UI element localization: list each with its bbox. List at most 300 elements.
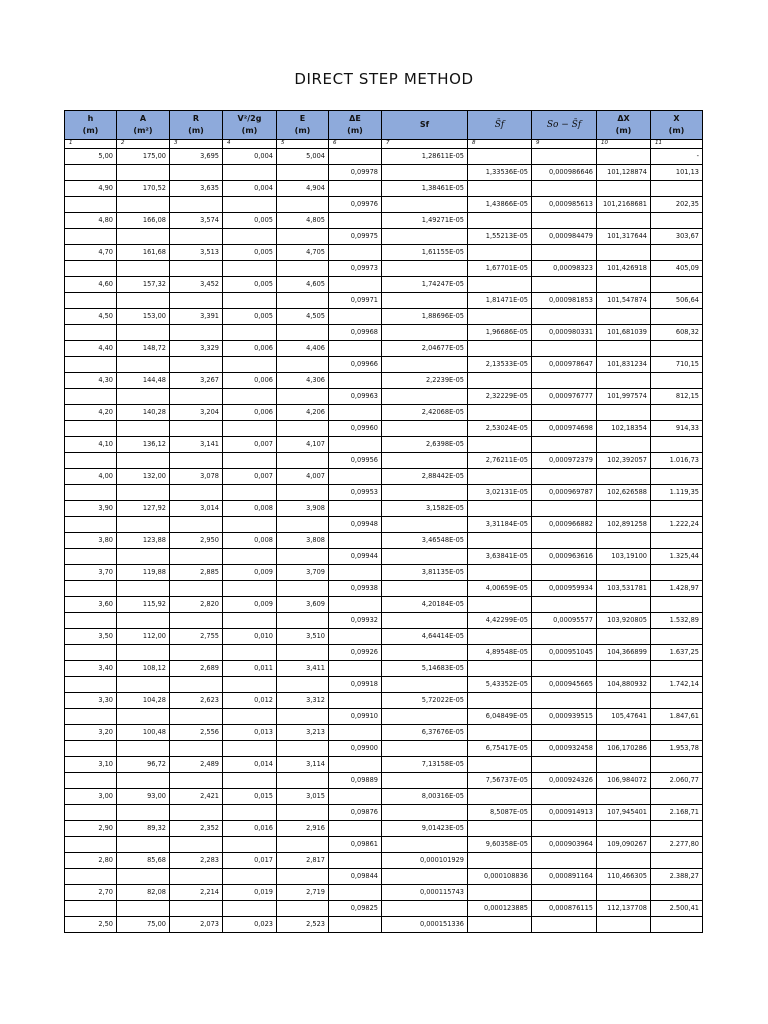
cell-a — [117, 837, 170, 853]
cell-delta-x — [597, 693, 651, 709]
cell-e — [277, 741, 329, 757]
cell-a — [117, 901, 170, 917]
cell-velocity-head: 0,005 — [223, 277, 277, 293]
cell-sf-bar: 3,31184E-05 — [468, 517, 532, 533]
cell-delta-x: 102,626588 — [597, 485, 651, 501]
cell-x — [651, 661, 703, 677]
cell-r — [170, 357, 223, 373]
cell-so-minus-sf-bar: 0,00098323 — [532, 261, 597, 277]
cell-r: 2,689 — [170, 661, 223, 677]
cell-e: 3,114 — [277, 757, 329, 773]
cell-velocity-head: 0,006 — [223, 341, 277, 357]
cell-h: 4,70 — [65, 245, 117, 261]
cell-x — [651, 853, 703, 869]
cell-velocity-head: 0,005 — [223, 309, 277, 325]
table-row — [65, 341, 703, 357]
cell-h: 3,50 — [65, 629, 117, 645]
cell-e — [277, 357, 329, 373]
cell-r: 3,329 — [170, 341, 223, 357]
cell-velocity-head: 0,023 — [223, 917, 277, 933]
cell-so-minus-sf-bar — [532, 469, 597, 485]
cell-delta-x: 102,18354 — [597, 421, 651, 437]
cell-e: 3,411 — [277, 661, 329, 677]
cell-x: 2.168,71 — [651, 805, 703, 821]
cell-x: 202,35 — [651, 197, 703, 213]
table-row — [65, 725, 703, 741]
cell-sf-bar — [468, 821, 532, 837]
cell-e — [277, 517, 329, 533]
cell-delta-x — [597, 597, 651, 613]
cell-velocity-head — [223, 325, 277, 341]
cell-r: 3,204 — [170, 405, 223, 421]
cell-h: 4,40 — [65, 341, 117, 357]
cell-delta-x: 112,137708 — [597, 901, 651, 917]
cell-e — [277, 229, 329, 245]
cell-so-minus-sf-bar — [532, 149, 597, 165]
cell-e — [277, 293, 329, 309]
cell-sf: 1,61155E-05 — [382, 245, 468, 261]
cell-x: 1.742,14 — [651, 677, 703, 693]
cell-delta-e: 0,09971 — [329, 293, 382, 309]
cell-sf-bar — [468, 789, 532, 805]
cell-r — [170, 389, 223, 405]
cell-delta-x — [597, 661, 651, 677]
column-number: 6 — [329, 140, 382, 149]
cell-h: 2,80 — [65, 853, 117, 869]
cell-x: 1.119,35 — [651, 485, 703, 501]
header-so-minus-sf-bar: So − S̄f — [532, 111, 597, 140]
cell-x: 608,32 — [651, 325, 703, 341]
cell-sf: 2,04677E-05 — [382, 341, 468, 357]
cell-sf-bar — [468, 917, 532, 933]
cell-h — [65, 293, 117, 309]
cell-sf-bar: 1,67701E-05 — [468, 261, 532, 277]
cell-e — [277, 453, 329, 469]
cell-r: 3,078 — [170, 469, 223, 485]
cell-so-minus-sf-bar — [532, 917, 597, 933]
cell-so-minus-sf-bar — [532, 885, 597, 901]
cell-delta-x — [597, 821, 651, 837]
cell-sf-bar — [468, 501, 532, 517]
cell-delta-x: 109,090267 — [597, 837, 651, 853]
cell-h — [65, 421, 117, 437]
cell-so-minus-sf-bar: 0,000891164 — [532, 869, 597, 885]
cell-sf — [382, 453, 468, 469]
table-row — [65, 213, 703, 229]
cell-a: 175,00 — [117, 149, 170, 165]
cell-delta-x: 106,984072 — [597, 773, 651, 789]
cell-sf-bar — [468, 437, 532, 453]
cell-delta-x — [597, 341, 651, 357]
table-row — [65, 437, 703, 453]
cell-delta-x: 102,392057 — [597, 453, 651, 469]
cell-so-minus-sf-bar: 0,000976777 — [532, 389, 597, 405]
cell-velocity-head: 0,016 — [223, 821, 277, 837]
header-row — [65, 111, 703, 140]
cell-sf-bar — [468, 277, 532, 293]
cell-a: 132,00 — [117, 469, 170, 485]
cell-delta-e: 0,09861 — [329, 837, 382, 853]
cell-h: 3,80 — [65, 533, 117, 549]
cell-h — [65, 357, 117, 373]
table-row — [65, 741, 703, 757]
cell-a: 119,88 — [117, 565, 170, 581]
cell-sf: 4,64414E-05 — [382, 629, 468, 645]
cell-delta-x — [597, 149, 651, 165]
cell-delta-e — [329, 469, 382, 485]
cell-velocity-head — [223, 293, 277, 309]
table-row — [65, 773, 703, 789]
table-row — [65, 885, 703, 901]
cell-x — [651, 917, 703, 933]
cell-r — [170, 165, 223, 181]
cell-velocity-head: 0,007 — [223, 437, 277, 453]
cell-so-minus-sf-bar — [532, 821, 597, 837]
cell-e — [277, 485, 329, 501]
cell-delta-x: 103,920805 — [597, 613, 651, 629]
cell-sf — [382, 389, 468, 405]
cell-e — [277, 805, 329, 821]
table-row — [65, 805, 703, 821]
cell-velocity-head — [223, 549, 277, 565]
cell-h — [65, 837, 117, 853]
cell-sf-bar: 1,55213E-05 — [468, 229, 532, 245]
cell-a — [117, 613, 170, 629]
cell-sf-bar — [468, 629, 532, 645]
cell-sf — [382, 485, 468, 501]
cell-e — [277, 709, 329, 725]
table-row — [65, 293, 703, 309]
cell-a: 104,28 — [117, 693, 170, 709]
cell-r: 2,885 — [170, 565, 223, 581]
cell-e: 2,523 — [277, 917, 329, 933]
cell-so-minus-sf-bar — [532, 853, 597, 869]
cell-delta-e — [329, 341, 382, 357]
cell-delta-x: 101,547874 — [597, 293, 651, 309]
cell-h — [65, 677, 117, 693]
cell-velocity-head — [223, 421, 277, 437]
cell-h — [65, 485, 117, 501]
cell-e — [277, 165, 329, 181]
cell-a: 75,00 — [117, 917, 170, 933]
cell-sf: 2,88442E-05 — [382, 469, 468, 485]
cell-velocity-head — [223, 677, 277, 693]
cell-so-minus-sf-bar: 0,000932458 — [532, 741, 597, 757]
table-row — [65, 869, 703, 885]
cell-x: 2.500,41 — [651, 901, 703, 917]
cell-r — [170, 421, 223, 437]
table-row — [65, 629, 703, 645]
cell-sf-bar — [468, 853, 532, 869]
cell-delta-e — [329, 437, 382, 453]
cell-sf: 3,46548E-05 — [382, 533, 468, 549]
cell-a: 115,92 — [117, 597, 170, 613]
cell-delta-e: 0,09918 — [329, 677, 382, 693]
cell-r: 2,489 — [170, 757, 223, 773]
cell-x — [651, 821, 703, 837]
cell-e — [277, 549, 329, 565]
cell-r — [170, 229, 223, 245]
column-number-row — [65, 140, 703, 149]
table-row — [65, 901, 703, 917]
cell-delta-e: 0,09963 — [329, 389, 382, 405]
cell-e — [277, 325, 329, 341]
cell-delta-x — [597, 501, 651, 517]
cell-delta-e — [329, 757, 382, 773]
cell-sf: 0,000151336 — [382, 917, 468, 933]
cell-x: 2.277,80 — [651, 837, 703, 853]
cell-delta-x — [597, 405, 651, 421]
cell-delta-e — [329, 917, 382, 933]
cell-x: 1.016,73 — [651, 453, 703, 469]
table-row — [65, 389, 703, 405]
cell-velocity-head — [223, 261, 277, 277]
cell-e: 4,505 — [277, 309, 329, 325]
cell-sf-bar: 2,32229E-05 — [468, 389, 532, 405]
cell-sf — [382, 293, 468, 309]
cell-sf — [382, 677, 468, 693]
cell-delta-e — [329, 853, 382, 869]
cell-velocity-head — [223, 485, 277, 501]
cell-velocity-head: 0,013 — [223, 725, 277, 741]
cell-r: 3,452 — [170, 277, 223, 293]
cell-velocity-head — [223, 901, 277, 917]
table-row — [65, 757, 703, 773]
cell-sf: 5,72022E-05 — [382, 693, 468, 709]
cell-x — [651, 501, 703, 517]
cell-so-minus-sf-bar — [532, 405, 597, 421]
cell-e: 3,808 — [277, 533, 329, 549]
cell-so-minus-sf-bar: 0,000978647 — [532, 357, 597, 373]
header-r: R (m) — [170, 111, 223, 140]
cell-sf-bar: 5,43352E-05 — [468, 677, 532, 693]
cell-r — [170, 901, 223, 917]
cell-velocity-head: 0,005 — [223, 213, 277, 229]
cell-h — [65, 805, 117, 821]
cell-delta-x: 103,531781 — [597, 581, 651, 597]
cell-e: 3,709 — [277, 565, 329, 581]
cell-delta-x: 104,880932 — [597, 677, 651, 693]
cell-so-minus-sf-bar — [532, 533, 597, 549]
cell-e — [277, 677, 329, 693]
cell-so-minus-sf-bar: 0,000969787 — [532, 485, 597, 501]
cell-delta-e: 0,09976 — [329, 197, 382, 213]
cell-x — [651, 789, 703, 805]
cell-e: 4,705 — [277, 245, 329, 261]
cell-sf-bar — [468, 341, 532, 357]
cell-h — [65, 325, 117, 341]
cell-h — [65, 165, 117, 181]
cell-h — [65, 645, 117, 661]
cell-a: 166,08 — [117, 213, 170, 229]
cell-velocity-head — [223, 869, 277, 885]
cell-r: 2,352 — [170, 821, 223, 837]
cell-so-minus-sf-bar — [532, 629, 597, 645]
cell-sf: 1,49271E-05 — [382, 213, 468, 229]
cell-a: 85,68 — [117, 853, 170, 869]
cell-e: 4,107 — [277, 437, 329, 453]
cell-so-minus-sf-bar — [532, 181, 597, 197]
cell-delta-x — [597, 437, 651, 453]
cell-sf-bar — [468, 245, 532, 261]
cell-velocity-head: 0,005 — [223, 245, 277, 261]
cell-velocity-head — [223, 741, 277, 757]
cell-delta-e: 0,09844 — [329, 869, 382, 885]
column-number: 3 — [170, 140, 223, 149]
cell-x — [651, 277, 703, 293]
cell-velocity-head: 0,004 — [223, 181, 277, 197]
table-row — [65, 149, 703, 165]
cell-a: 144,48 — [117, 373, 170, 389]
cell-h: 4,00 — [65, 469, 117, 485]
column-number: 7 — [382, 140, 468, 149]
column-number: 9 — [532, 140, 597, 149]
cell-e: 4,904 — [277, 181, 329, 197]
cell-r: 3,141 — [170, 437, 223, 453]
cell-velocity-head: 0,007 — [223, 469, 277, 485]
cell-delta-x — [597, 629, 651, 645]
cell-delta-e: 0,09938 — [329, 581, 382, 597]
cell-h: 4,30 — [65, 373, 117, 389]
cell-delta-e: 0,09966 — [329, 357, 382, 373]
cell-x — [651, 597, 703, 613]
cell-a: 136,12 — [117, 437, 170, 453]
cell-sf — [382, 165, 468, 181]
cell-delta-e: 0,09900 — [329, 741, 382, 757]
cell-r: 3,513 — [170, 245, 223, 261]
cell-x: 812,15 — [651, 389, 703, 405]
cell-a — [117, 517, 170, 533]
cell-r: 3,391 — [170, 309, 223, 325]
cell-x — [651, 405, 703, 421]
table-row — [65, 645, 703, 661]
cell-sf: 0,000101929 — [382, 853, 468, 869]
cell-delta-x: 101,317644 — [597, 229, 651, 245]
table-row — [65, 469, 703, 485]
cell-r: 2,755 — [170, 629, 223, 645]
cell-velocity-head: 0,012 — [223, 693, 277, 709]
cell-x: 405,09 — [651, 261, 703, 277]
cell-so-minus-sf-bar — [532, 245, 597, 261]
cell-so-minus-sf-bar: 0,000966882 — [532, 517, 597, 533]
cell-sf — [382, 261, 468, 277]
cell-delta-x: 101,2168681 — [597, 197, 651, 213]
cell-r: 2,820 — [170, 597, 223, 613]
cell-velocity-head — [223, 645, 277, 661]
table-row — [65, 485, 703, 501]
cell-x: 2.060,77 — [651, 773, 703, 789]
cell-velocity-head — [223, 229, 277, 245]
cell-x — [651, 181, 703, 197]
cell-velocity-head — [223, 581, 277, 597]
cell-e: 4,406 — [277, 341, 329, 357]
cell-so-minus-sf-bar: 0,000951045 — [532, 645, 597, 661]
cell-delta-e — [329, 597, 382, 613]
cell-sf — [382, 197, 468, 213]
cell-h — [65, 869, 117, 885]
cell-h: 5,00 — [65, 149, 117, 165]
cell-r: 2,950 — [170, 533, 223, 549]
cell-a: 157,32 — [117, 277, 170, 293]
cell-sf — [382, 837, 468, 853]
cell-velocity-head: 0,009 — [223, 597, 277, 613]
table-row — [65, 661, 703, 677]
table-row — [65, 373, 703, 389]
cell-delta-e — [329, 213, 382, 229]
cell-e — [277, 645, 329, 661]
cell-sf-bar: 9,60358E-05 — [468, 837, 532, 853]
cell-sf — [382, 421, 468, 437]
cell-h — [65, 389, 117, 405]
cell-sf: 8,00316E-05 — [382, 789, 468, 805]
cell-sf-bar — [468, 757, 532, 773]
cell-delta-e: 0,09978 — [329, 165, 382, 181]
cell-sf-bar: 4,89548E-05 — [468, 645, 532, 661]
cell-x — [651, 341, 703, 357]
cell-r — [170, 741, 223, 757]
cell-a — [117, 229, 170, 245]
table-row — [65, 325, 703, 341]
cell-sf-bar: 4,00659E-05 — [468, 581, 532, 597]
cell-delta-e — [329, 565, 382, 581]
cell-h: 4,50 — [65, 309, 117, 325]
cell-sf-bar — [468, 373, 532, 389]
table-row — [65, 837, 703, 853]
cell-h: 3,20 — [65, 725, 117, 741]
cell-r — [170, 485, 223, 501]
header-e: E (m) — [277, 111, 329, 140]
cell-x — [651, 885, 703, 901]
cell-h — [65, 549, 117, 565]
cell-x: 914,33 — [651, 421, 703, 437]
cell-h: 3,70 — [65, 565, 117, 581]
cell-velocity-head: 0,017 — [223, 853, 277, 869]
cell-delta-e — [329, 373, 382, 389]
cell-delta-x: 102,891258 — [597, 517, 651, 533]
cell-velocity-head — [223, 709, 277, 725]
cell-so-minus-sf-bar — [532, 693, 597, 709]
cell-r — [170, 645, 223, 661]
cell-sf-bar — [468, 405, 532, 421]
cell-sf: 2,6398E-05 — [382, 437, 468, 453]
cell-r — [170, 677, 223, 693]
cell-h — [65, 229, 117, 245]
cell-delta-x — [597, 789, 651, 805]
column-number: 2 — [117, 140, 170, 149]
cell-a: 148,72 — [117, 341, 170, 357]
cell-r — [170, 805, 223, 821]
table-row — [65, 229, 703, 245]
header-velocity-head: V²/2g (m) — [223, 111, 277, 140]
cell-velocity-head: 0,014 — [223, 757, 277, 773]
cell-sf: 0,000115743 — [382, 885, 468, 901]
cell-velocity-head: 0,019 — [223, 885, 277, 901]
cell-a: 89,32 — [117, 821, 170, 837]
cell-a — [117, 741, 170, 757]
cell-delta-e — [329, 629, 382, 645]
cell-so-minus-sf-bar — [532, 437, 597, 453]
cell-r: 2,556 — [170, 725, 223, 741]
cell-h: 3,90 — [65, 501, 117, 517]
cell-sf: 3,81135E-05 — [382, 565, 468, 581]
cell-x — [651, 533, 703, 549]
cell-sf — [382, 613, 468, 629]
cell-sf — [382, 645, 468, 661]
cell-delta-x — [597, 885, 651, 901]
cell-delta-e — [329, 789, 382, 805]
cell-e: 4,605 — [277, 277, 329, 293]
cell-delta-x — [597, 213, 651, 229]
